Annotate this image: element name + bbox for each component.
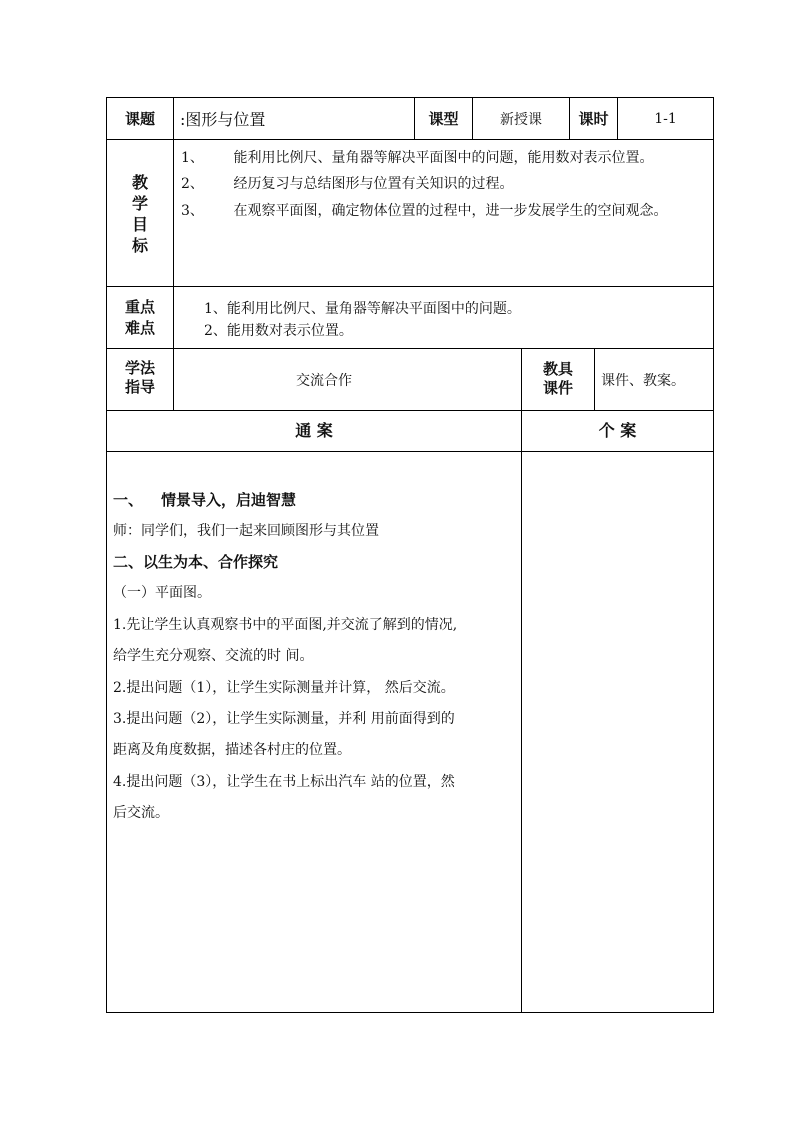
objective-num: 1、 (181, 150, 204, 166)
method-label (107, 359, 173, 397)
individual-plan-header: 个 案 (598, 421, 637, 440)
objective-item (181, 173, 513, 193)
tools-label (522, 360, 594, 398)
objective-text: 能利用比例尺、量角器等解决平面图中的问题，能用数对表示位置。 (233, 150, 654, 166)
section-1-heading (113, 489, 296, 510)
key-point-item: 2、能用数对表示位置。 (204, 323, 353, 339)
objectives-label (107, 172, 173, 256)
key-points-label-line1: 重点 (124, 298, 155, 316)
method-value: 交流合作 (296, 372, 352, 389)
topic-value: :图形与位置 (180, 110, 266, 129)
type-value: 新授课 (500, 111, 542, 128)
method-label-line1: 学法 (124, 359, 155, 377)
section-1-title: 情景导入，启迪智慧 (161, 491, 297, 509)
row-divider-1 (106, 139, 714, 140)
objectives-label-char: 教 (131, 173, 148, 192)
row-divider-2 (106, 286, 714, 287)
objective-text: 经历复习与总结图形与位置有关知识的过程。 (233, 176, 514, 192)
paragraph-line: 距离及角度数据，描述各村庄的位置。 (113, 742, 351, 758)
tools-value: 课件、教案。 (601, 372, 685, 389)
objective-num: 3、 (181, 203, 204, 219)
teacher-line: 师：同学们，我们一起来回顾图形与其位置 (113, 523, 379, 539)
table-border-bottom (106, 1012, 714, 1013)
table-border-right (713, 97, 714, 1013)
objectives-label-char: 标 (131, 236, 148, 255)
common-plan-header: 通 案 (295, 421, 333, 440)
method-label-line2: 指导 (124, 378, 155, 396)
key-points-label-line2: 难点 (124, 319, 155, 337)
objectives-label-char: 目 (131, 215, 148, 234)
topic-label: 课题 (124, 109, 155, 128)
key-points-label (107, 297, 173, 339)
tools-label-line1: 教具 (542, 360, 573, 378)
paragraph-line: 4.提出问题（3），让学生在书上标出汽车 站的位置，然 (113, 774, 455, 790)
type-label: 课型 (428, 109, 459, 128)
objective-num: 2、 (181, 176, 204, 192)
subsection-heading: （一）平面图。 (113, 585, 211, 601)
section-1-num: 一、 (113, 491, 144, 509)
paragraph-line: 1.先让学生认真观察书中的平面图,并交流了解到的情况, (113, 617, 458, 633)
col-divider (521, 410, 522, 1012)
paragraph-line: 2.提出问题（1），让学生实际测量并计算， 然后交流。 (113, 680, 455, 696)
tools-label-line2: 课件 (542, 379, 573, 397)
period-value: 1-1 (654, 110, 677, 127)
key-point-item: 1、能利用比例尺、量角器等解决平面图中的问题。 (204, 301, 521, 317)
row-divider-5 (106, 451, 714, 452)
paragraph-line: 给学生充分观察、交流的时 间。 (113, 648, 314, 664)
section-2-heading: 二、以生为本、合作探究 (113, 553, 279, 571)
paragraph-line: 3.提出问题（2），让学生实际测量，并利 用前面得到的 (113, 711, 455, 727)
objectives-label-char: 学 (131, 194, 148, 213)
paragraph-line: 后交流。 (113, 805, 169, 821)
objective-text: 在观察平面图，确定物体位置的过程中，进一步发展学生的空间观念。 (233, 203, 668, 219)
objective-item (181, 147, 653, 167)
objective-item (181, 200, 667, 220)
period-label: 课时 (578, 109, 609, 128)
